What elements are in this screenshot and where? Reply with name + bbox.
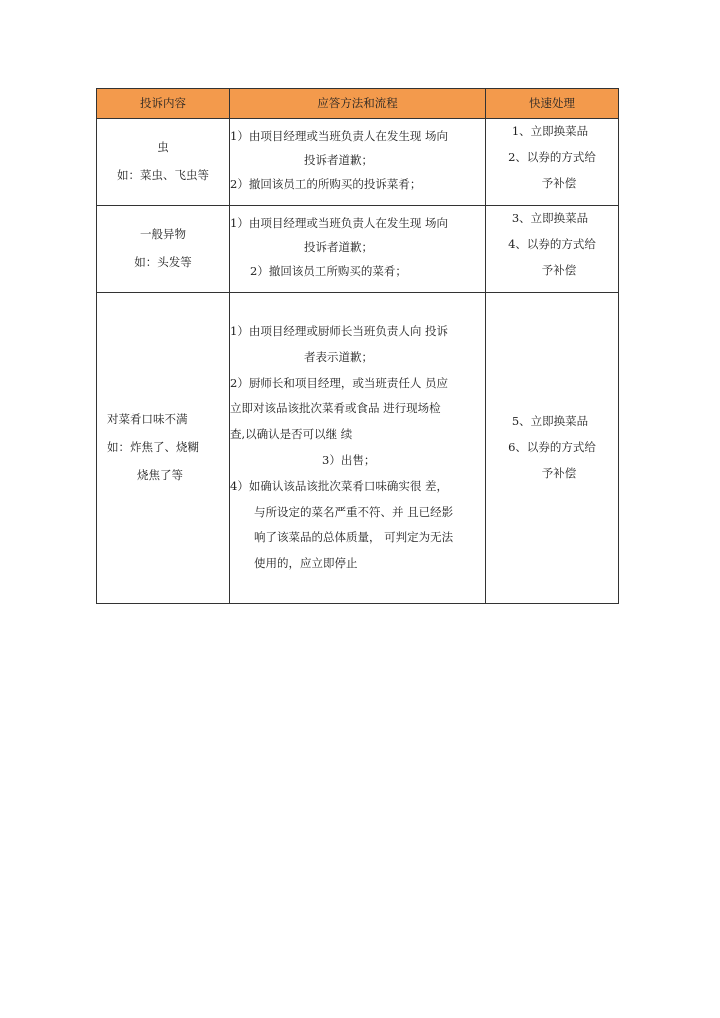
procedure-step: 响了该菜品的总体质量， 可判定为无法 bbox=[254, 530, 454, 545]
table-row bbox=[97, 206, 619, 293]
complaint-handling-table bbox=[96, 88, 619, 604]
quick-step: 4、以券的方式给 bbox=[508, 237, 596, 252]
procedure-step: 1）由项目经理或当班负责人在发生现 场向 bbox=[230, 129, 448, 144]
quick-step: 予补偿 bbox=[541, 262, 577, 277]
table-header-row bbox=[97, 89, 619, 119]
quick-handling-cell bbox=[486, 119, 619, 206]
header-quick-handling: 快速处理 bbox=[486, 89, 619, 119]
procedure-step: 立即对该品该批次菜肴或食品 进行现场检 bbox=[230, 401, 441, 416]
category-cell bbox=[97, 119, 230, 206]
table-row bbox=[97, 293, 619, 604]
quick-step: 予补偿 bbox=[541, 175, 577, 190]
procedure-step: 查,以确认是否可以继 续 bbox=[230, 427, 353, 442]
category-cell bbox=[97, 206, 230, 293]
procedure-cell bbox=[230, 119, 486, 206]
category-example: 如：头发等 bbox=[134, 255, 192, 269]
category-cell bbox=[97, 293, 230, 604]
procedure-step: 1）由项目经理或厨师长当班负责人向 投诉 bbox=[230, 324, 448, 339]
procedure-step: 投诉者道歉； bbox=[304, 153, 373, 168]
procedure-step: 者表示道歉； bbox=[304, 349, 373, 364]
quick-step: 6、以券的方式给 bbox=[508, 440, 596, 455]
procedure-step: 2）撤回该员工所购买的菜肴； bbox=[250, 263, 407, 278]
category-title: 一般异物 bbox=[140, 227, 186, 242]
quick-step: 5、立即换菜品 bbox=[511, 414, 589, 429]
quick-step: 2、以券的方式给 bbox=[508, 150, 596, 165]
procedure-step: 2）厨师长和项目经理，或当班责任人 员应 bbox=[230, 375, 448, 390]
header-procedure: 应答方法和流程 bbox=[230, 89, 486, 119]
category-example: 烧焦了等 bbox=[137, 467, 183, 482]
quick-handling-cell bbox=[486, 293, 619, 604]
procedure-step: 3）出售； bbox=[322, 453, 376, 467]
quick-step: 1、立即换菜品 bbox=[511, 124, 589, 139]
procedure-step: 1）由项目经理或当班负责人在发生现 场向 bbox=[230, 216, 448, 231]
procedure-cell bbox=[230, 206, 486, 293]
procedure-step: 与所设定的菜名严重不符、并 且已经影 bbox=[254, 504, 454, 519]
category-title: 对菜肴口味不满 bbox=[107, 412, 188, 427]
quick-step: 3、立即换菜品 bbox=[511, 211, 589, 226]
category-example: 如：炸焦了、烧糊 bbox=[107, 440, 199, 455]
procedure-step: 使用的，应立即停止 bbox=[254, 556, 358, 571]
quick-step: 予补偿 bbox=[541, 465, 577, 480]
header-category: 投诉内容 bbox=[97, 89, 230, 119]
category-example: 如：菜虫、飞虫等 bbox=[117, 168, 209, 182]
category-title: 虫 bbox=[157, 140, 169, 155]
procedure-cell bbox=[230, 293, 486, 604]
table-row bbox=[97, 119, 619, 206]
procedure-step: 2）撤回该员工的所购买的投诉菜肴； bbox=[230, 176, 422, 191]
procedure-step: 投诉者道歉； bbox=[304, 240, 373, 255]
quick-handling-cell bbox=[486, 206, 619, 293]
procedure-step: 4）如确认该品该批次菜肴口味确实很 差， bbox=[230, 478, 448, 493]
